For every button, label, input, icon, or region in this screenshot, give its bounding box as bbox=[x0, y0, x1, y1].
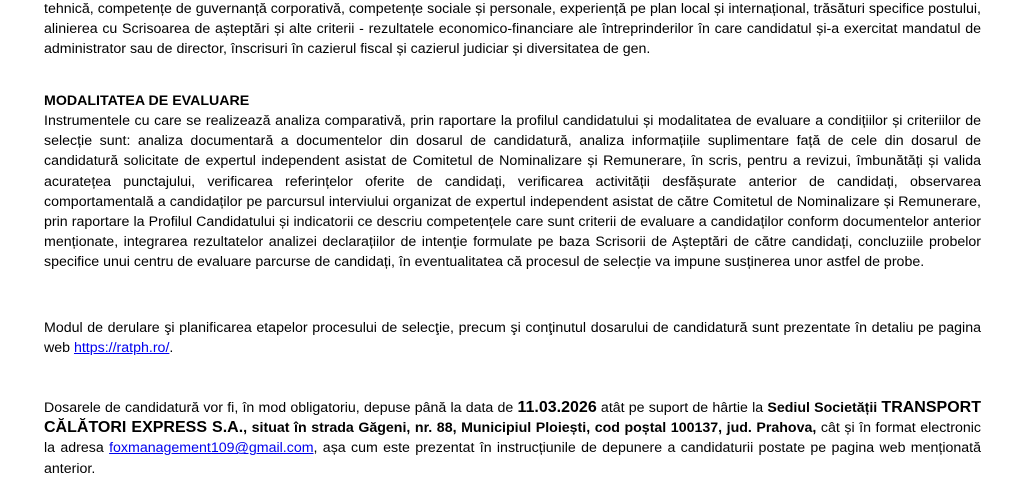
website-link[interactable]: https://ratph.ro/ bbox=[73, 340, 170, 357]
evaluation-heading: MODALITATEA DE EVALUARE bbox=[44, 93, 250, 109]
process-text: Modul de derulare şi planificarea etapelor procesului de selecţie, precum şi conţinutul dosarului de candidatură sunt prezentate în detaliu pe pagina web bbox=[44, 320, 981, 357]
submission-text-2: atât pe suport de hârtie la bbox=[596, 400, 768, 416]
deadline-date: 11.03.2026 bbox=[517, 399, 597, 416]
submission-text-3: cât și în format electronic la adresa bbox=[44, 420, 981, 457]
intro-paragraph: tehnică, competențe de guvernanță corporativă, competențe sociale și personale, experiență pe plan local și internațional, trăsături specifice postului, alinierea cu Scrisoarea de așteptări și alte criterii - rezultatele economico-financiare ale întreprinderilor în care candidatul și-a exercitat mandatul de administrator sau de director, înscrisuri în cazierul fiscal și cazierul judiciar și diversitatea de gen. bbox=[44, 1, 981, 58]
submission-text-4: , așa cum este prezentat în instrucțiunile de depunere a candidaturii postate pe pagina web menționată anterior. bbox=[44, 440, 981, 477]
company-address: , situat în strada Găgeni, nr. 88, Municipiul Ploiești, cod poștal 100137, jud. Prahova, bbox=[243, 420, 817, 437]
process-paragraph bbox=[44, 318, 981, 358]
submission-paragraph bbox=[44, 398, 981, 479]
process-text-end: . bbox=[169, 340, 174, 357]
headquarters-label: Sediul Societății bbox=[767, 400, 882, 416]
submission-text-1: Dosarele de candidatură vor fi, în mod obligatoriu, depuse până la data de bbox=[44, 400, 518, 416]
email-link[interactable]: foxmanagement109@gmail.com bbox=[109, 440, 314, 457]
company-name: TRANSPORT CĂLĂTORI EXPRESS S.A. bbox=[44, 399, 981, 437]
evaluation-paragraph: Instrumentele cu care se realizează analiza comparativă, prin raportare la profilul candidatului și modalitatea de evaluare a condițiilor și criteriilor de selecție sunt: analiza documentară a documentelor din dosarul de candidatură, analiza informațiile suplimentare față de cele din dosarul de candidatură solicitate de expertul independent asistat de Comitetul de Nominalizare și Remunerare, în scris, pentru a revizui, îmbunătăți și valida acuratețea punctajului, verificarea referințelor oferite de candidați, verificarea activității desfășurate anterior de candidați, observarea comportamentală a candidaților pe parcursul interviului organizat de expertul independent asistat de către Comitetul de Nominalizare și Remunerare, prin raportare la Profilul Candidatului și indicatorii ce descriu competențele care sunt criterii de evaluare a candidaților conform documentelor anterior menționate, integrarea rezultatelor analizei declarațiilor de intenție formulate pe baza Scrisorii de Așteptări de către candidați, concluziile probelor specifice unui centru de evaluare parcurse de candidați, în eventualitatea că procesul de selecție va impune susținerea unor astfel de probe. bbox=[44, 113, 981, 271]
